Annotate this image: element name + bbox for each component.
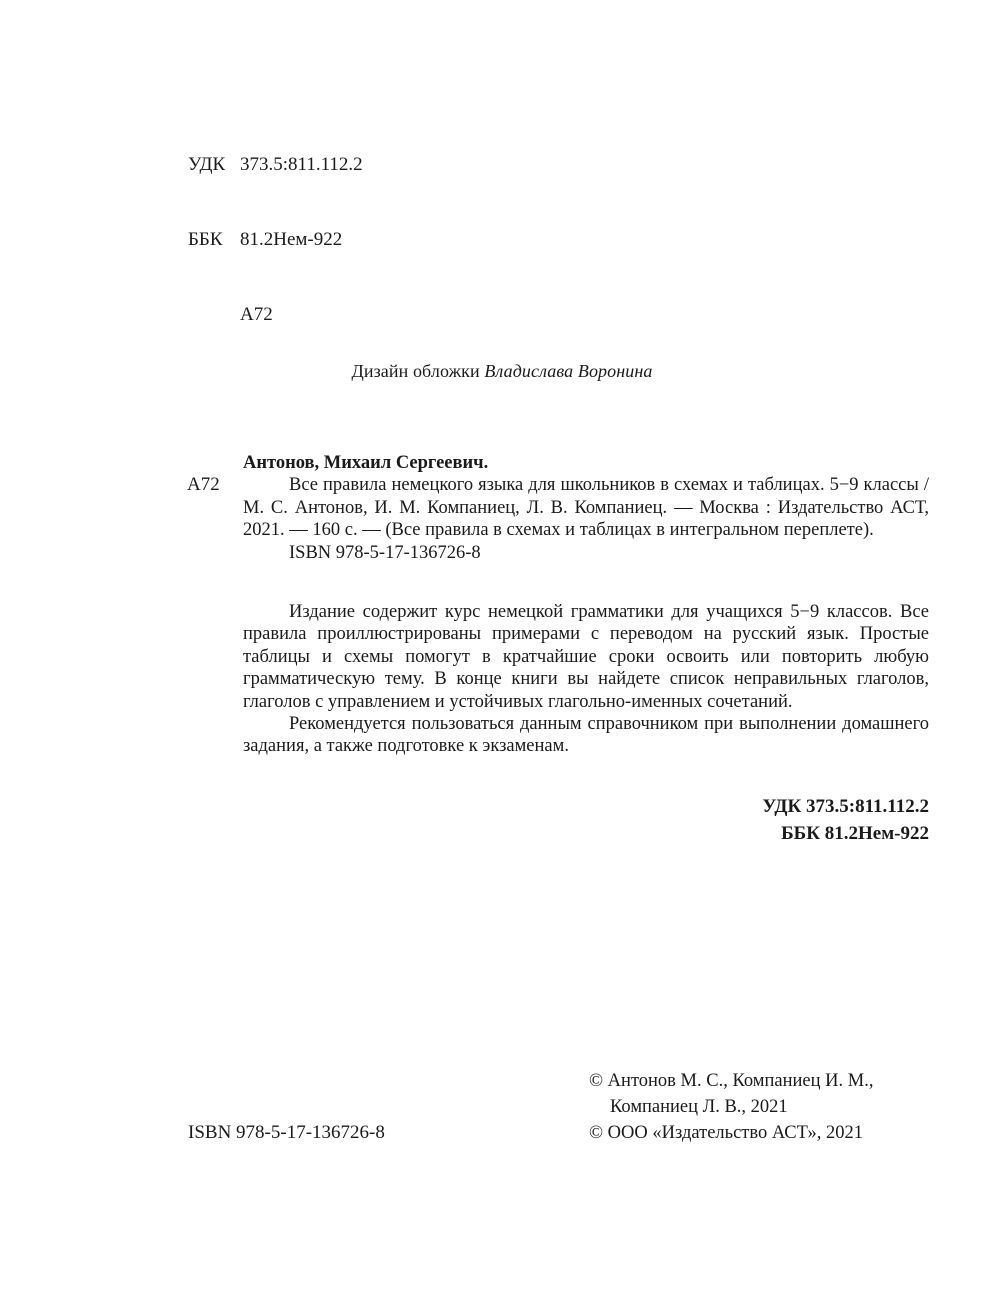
classification-codes-repeat [243, 793, 929, 847]
shelfmark: А72 [187, 474, 220, 495]
classification-codes [188, 102, 363, 377]
annotation-paragraph-1: Издание содержит курс немецкой грамматики для учащихся 5−9 классов. Все правила проиллюстрированы примерами с переводом на русский язык. Простые таблицы и схемы помогут в кратчайшие сроки освоить или повторить любую грамматическую тему. В конце книги вы найдете список неправильных глаголов, глаголов с управлением и устойчивых глагольно-именных сочетаний. [243, 602, 929, 712]
shelf-code-value: А72 [240, 304, 273, 325]
cover-designer-credit [0, 361, 1004, 382]
copyright-publisher: © ООО «Издательство АСТ», 2021 [589, 1123, 863, 1143]
annotation-paragraph-2: Рекомендуется пользоваться данным справочником при выполнении домашнего задания, а также подготовке к экзаменам. [243, 714, 929, 757]
bibliographic-description: Все правила немецкого языка для школьников в схемах и таблицах. 5−9 классы / М. С. Антонов, И. М. Компаниец, Л. В. Компаниец. — Москва : Издательство АСТ, 2021. — 160 с. — (Все правила в схемах и таблицах в интегральном переплете). [243, 475, 929, 541]
bbk-label: ББК [188, 229, 223, 250]
copyright-authors: © Антонов М. С., Компаниец И. М., [589, 1071, 874, 1091]
isbn-record: ISBN 978-5-17-136726-8 [289, 542, 481, 563]
bbk-row [188, 227, 363, 252]
udk-value: 373.5:811.112.2 [240, 154, 363, 175]
cover-designer-name: Владислава Воронина [484, 361, 653, 381]
bibliographic-record [243, 452, 929, 564]
bbk-value: 81.2Нем-922 [240, 229, 343, 250]
copyright-block [589, 1068, 873, 1146]
udk-row [188, 152, 363, 177]
bbk-repeat: ББК 81.2Нем-922 [781, 823, 929, 844]
udk-repeat: УДК 373.5:811.112.2 [762, 796, 929, 817]
cover-designer-prefix: Дизайн обложки [351, 361, 485, 381]
shelf-code-row [188, 302, 363, 327]
udk-label: УДК [188, 154, 226, 175]
isbn-bottom: ISBN 978-5-17-136726-8 [188, 1122, 385, 1143]
annotation-block [243, 601, 929, 758]
author-name: Антонов, Михаил Сергеевич. [243, 453, 489, 473]
copyright-authors-continued: Компаниец Л. В., 2021 [610, 1097, 788, 1117]
